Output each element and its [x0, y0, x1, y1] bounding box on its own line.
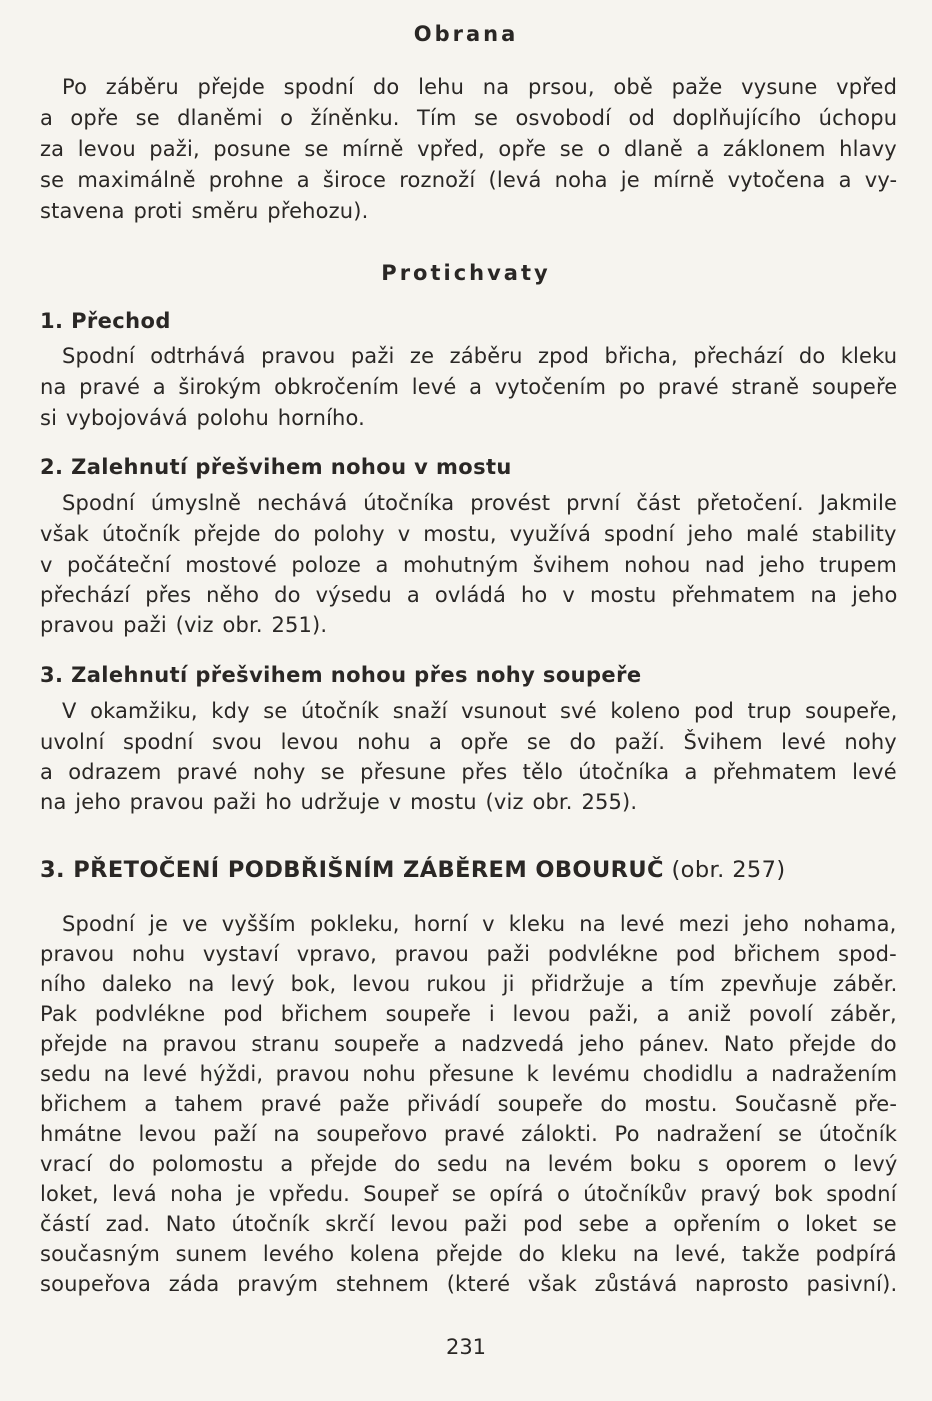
- paragraph-line: se maximálně prohne a široce roznoží (levá noha je mírně vytočena a vy-: [40, 168, 898, 192]
- paragraph-line: pravou paži (viz obr. 251).: [40, 613, 328, 637]
- paragraph-line: a odrazem pravé nohy se přesune přes tělo útočníka a přehmatem levé: [40, 760, 897, 784]
- paragraph-line: ního daleko na levý bok, levou rukou ji přidržuje a tím zpevňuje záběr.: [40, 972, 898, 996]
- chapter-heading: [40, 854, 786, 886]
- paragraph-line: stavena proti směru přehozu).: [40, 199, 369, 223]
- paragraph-line: vrací do polomostu a přejde do sedu na levém boku s oporem o levý: [40, 1152, 898, 1176]
- paragraph-line: v počáteční mostové poloze a mohutným švihem nohou nad jeho trupem: [40, 553, 898, 577]
- subheading-zalehnuti-v-mostu: 2. Zalehnutí přešvihem nohou v mostu: [40, 455, 512, 479]
- chapter-heading-figure-ref: (obr. 257): [671, 857, 786, 883]
- paragraph-line: Spodní je ve vyšším pokleku, horní v kleku na levé mezi jeho nohama,: [62, 912, 897, 936]
- paragraph-line: Po záběru přejde spodní do lehu na prsou, obě paže vysune vpřed: [62, 75, 898, 99]
- paragraph-line: břichem a tahem pravé paže přivádí soupeře do mostu. Současně pře-: [40, 1092, 898, 1116]
- paragraph-line: na jeho pravou paži ho udržuje v mostu (viz obr. 255).: [40, 790, 638, 814]
- paragraph-line: pravou nohu vystaví vpravo, pravou paži podvlékne pod břichem spod-: [40, 942, 897, 966]
- paragraph-line: V okamžiku, kdy se útočník snaží vsunout své koleno pod trup soupeře,: [62, 699, 898, 723]
- paragraph-line: přejde na pravou stranu soupeře a nadzvedá jeho pánev. Nato přejde do: [40, 1032, 897, 1056]
- paragraph-line: si vybojovává polohu horního.: [40, 406, 365, 430]
- paragraph-line: uvolní spodní svou levou nohu a opře se do paží. Švihem levé nohy: [40, 730, 897, 754]
- paragraph-line: loket, levá noha je vpředu. Soupeř se opírá o útočníkův pravý bok spodní: [40, 1182, 897, 1206]
- page-number: 231: [445, 1335, 487, 1359]
- paragraph-line: přechází přes něho do výsedu a ovládá ho v mostu přehmatem na jeho: [40, 583, 898, 607]
- paragraph-line: soupeřova záda pravým stehnem (které však zůstává naprosto pasivní).: [40, 1272, 898, 1296]
- subheading-prechod: 1. Přechod: [40, 309, 171, 333]
- section-heading-protichvaty: Protichvaty: [381, 261, 551, 285]
- section-heading-obrana: Obrana: [413, 22, 519, 46]
- paragraph-line: sedu na levé hýždi, pravou nohu přesune k levému chodidlu a nadražením: [40, 1062, 898, 1086]
- paragraph-line: a opře se dlaněmi o žíněnku. Tím se osvobodí od doplňujícího úchopu: [40, 106, 898, 130]
- paragraph-line: částí zad. Nato útočník skrčí levou paži pod sebe a opřením o loket se: [40, 1212, 897, 1236]
- paragraph-line: na pravé a širokým obkročením levé a vytočením po pravé straně soupeře: [40, 375, 898, 399]
- paragraph-line: Spodní úmyslně nechává útočníka provést první část přetočení. Jakmile: [62, 491, 898, 515]
- paragraph-line: Pak podvlékne pod břichem soupeře i levou paži, a aniž povolí záběr,: [40, 1002, 897, 1026]
- paragraph-line: však útočník přejde do polohy v mostu, využívá spodní jeho malé stability: [40, 522, 897, 546]
- paragraph-line: Spodní odtrhává pravou paži ze záběru zpod břicha, přechází do kleku: [62, 344, 898, 368]
- paragraph-line: současným sunem levého kolena přejde do kleku na levé, takže podpírá: [40, 1242, 897, 1266]
- chapter-heading-title: 3. PŘETOČENÍ PODBŘIŠNÍM ZÁBĚREM OBOURUČ: [40, 857, 664, 883]
- paragraph-line: za levou paži, posune se mírně vpřed, opře se o dlaně a záklonem hlavy: [40, 137, 897, 161]
- paragraph-line: hmátne levou paží na soupeřovo pravé zálokti. Po nadražení se útočník: [40, 1122, 898, 1146]
- subheading-zalehnuti-pres-nohy: 3. Zalehnutí přešvihem nohou přes nohy soupeře: [40, 663, 642, 687]
